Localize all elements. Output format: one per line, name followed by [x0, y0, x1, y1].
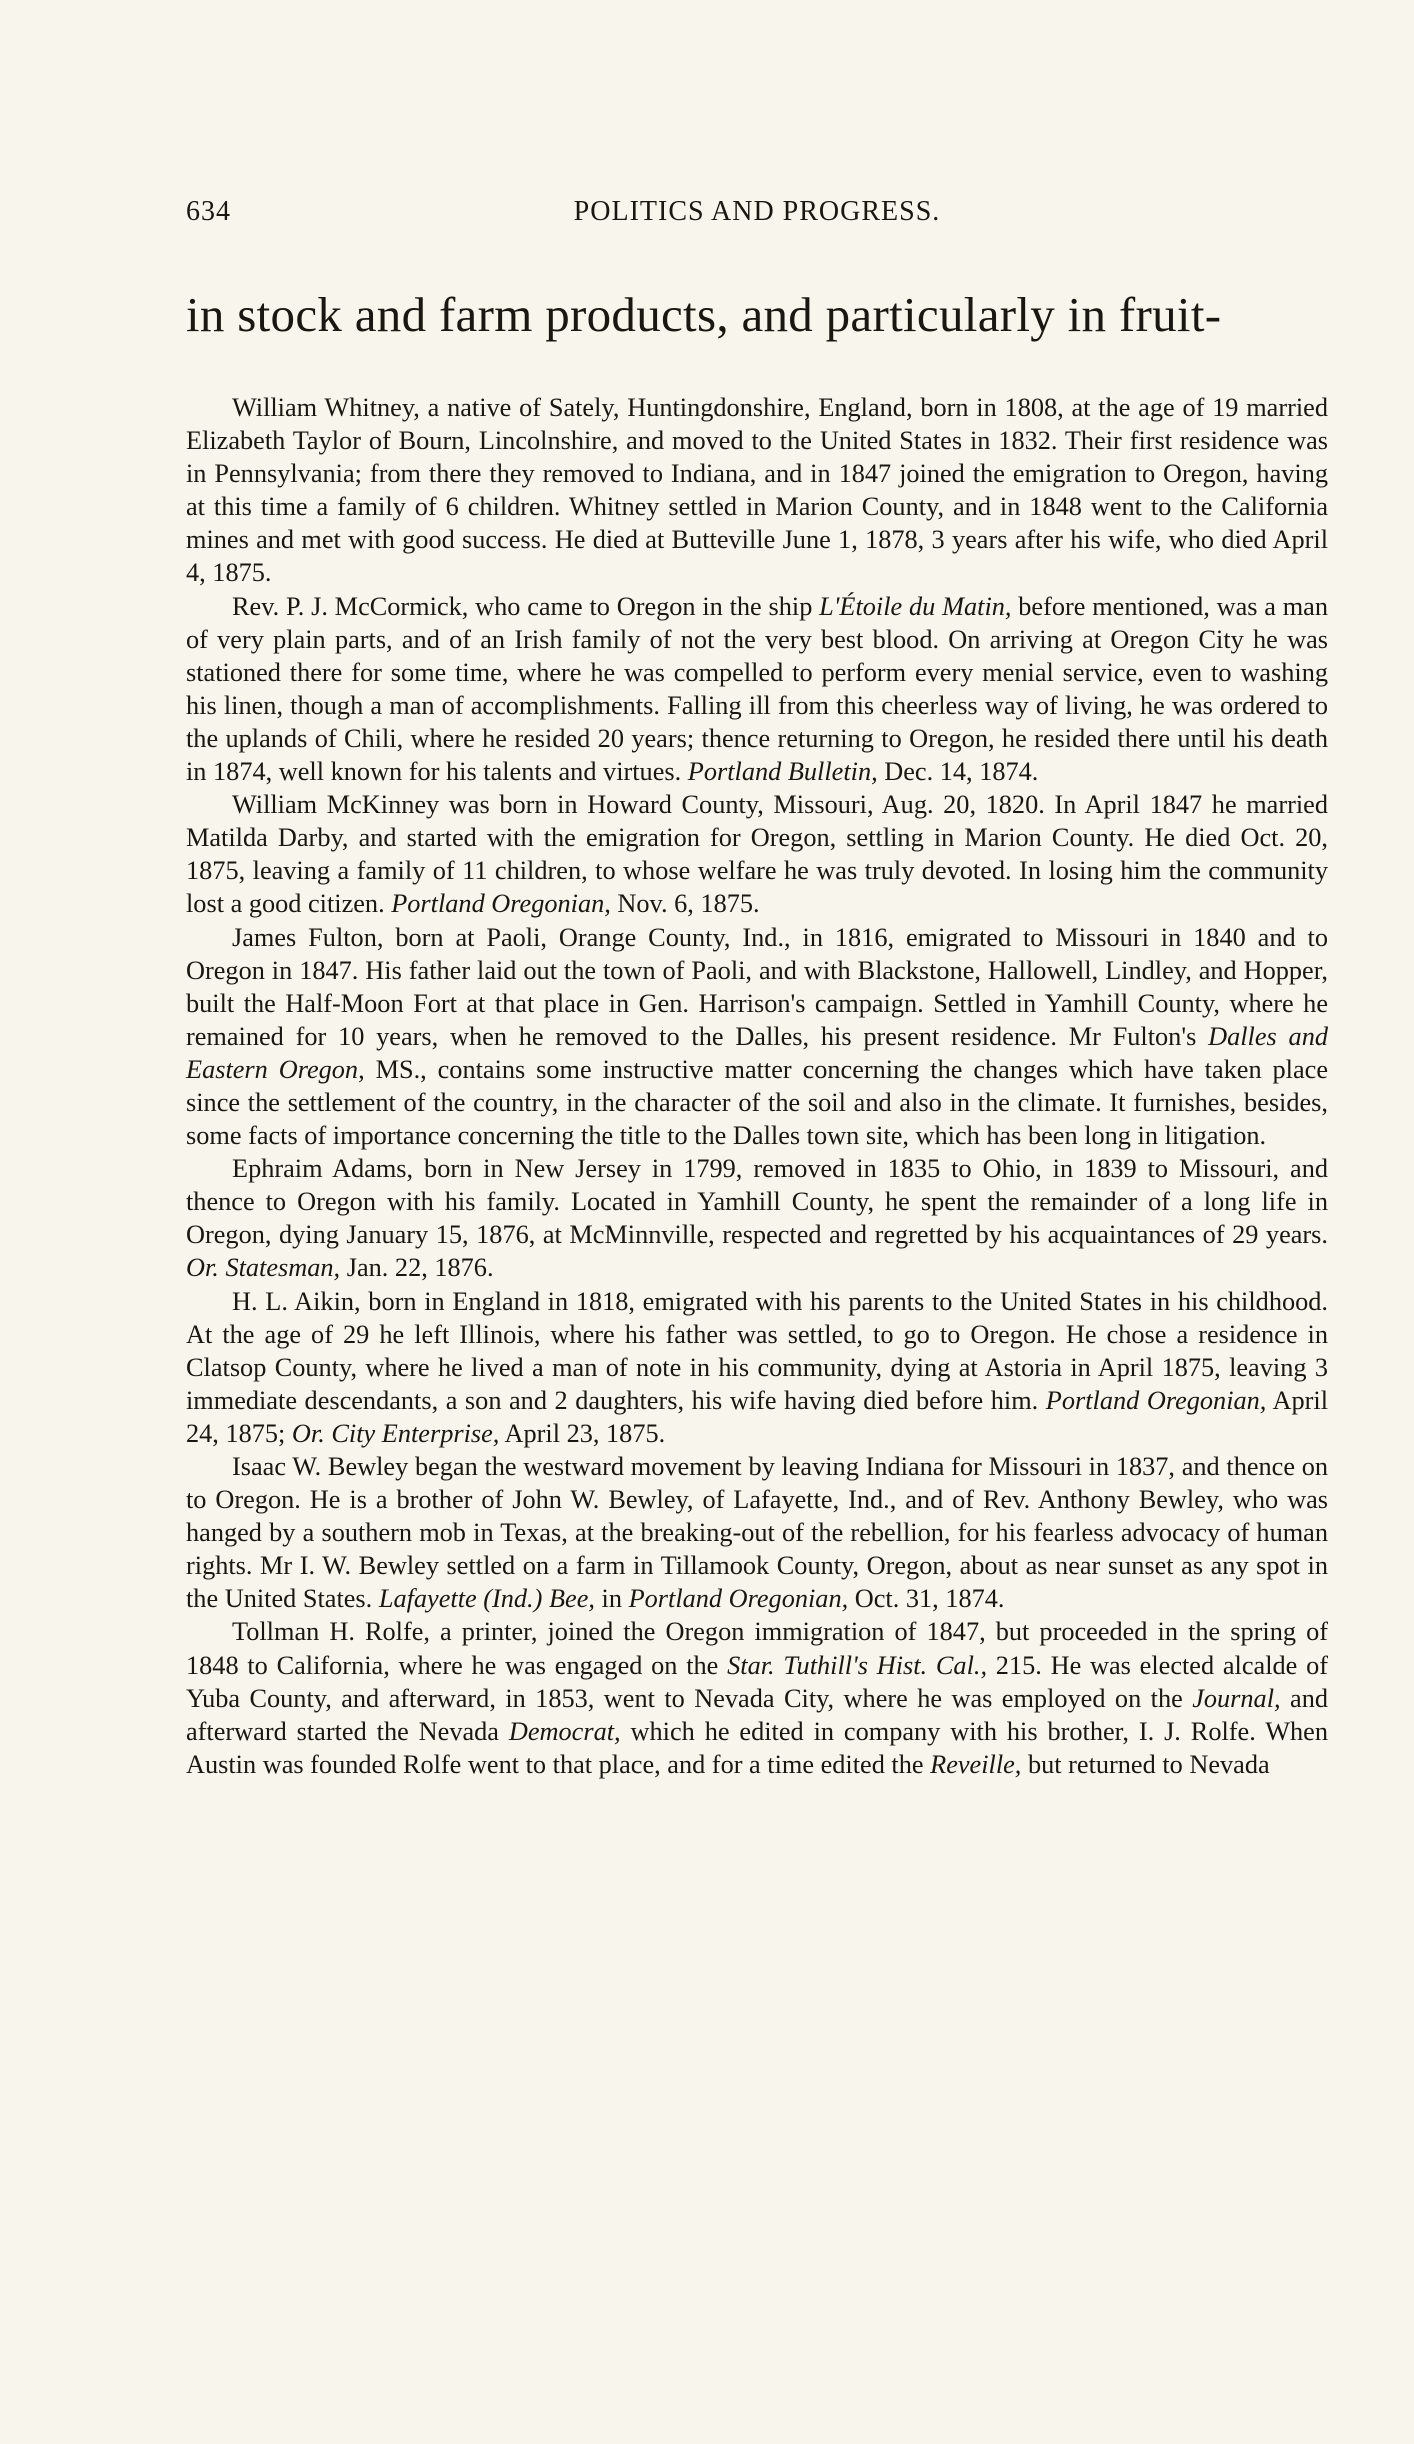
- text-run: William Whitney, a native of Sately, Huntingdonshire, England, born in 1808, at the age of 19 married Elizabeth Taylor of Bourn, Lincolnshire, and moved to the United States in 1832. Their first residence was in Pennsylvania; from there they removed to Indiana, and in 1847 joined the emigration to Oregon, having at this time a family of 6 children. Whitney settled in Marion County, and in 1848 went to the California mines and met with good success. He died at Butteville June 1, 1878, 3 years after his wife, who died April 4, 1875.: [186, 393, 1328, 588]
- italic-citation: Portland Oregonian,: [1045, 1385, 1267, 1415]
- text-run: April 23, 1875.: [499, 1418, 666, 1448]
- running-head: [186, 196, 1328, 236]
- text-run: Nov. 6, 1875.: [610, 889, 760, 919]
- italic-citation: Star. Tuthill's Hist. Cal.,: [727, 1650, 988, 1680]
- page-title: POLITICS AND PROGRESS.: [573, 196, 941, 227]
- body-text: [186, 391, 1328, 1781]
- text-run: MS., contains some instructive matter concerning the changes which have taken place since the settlement of the country, in the character of the soil and also in the climate. It furnishes, besides, some facts of importance concerning the title to the Dalles town site, which has been long in litigation.: [186, 1054, 1328, 1151]
- italic-citation: Portland Oregonian,: [391, 889, 611, 919]
- italic-citation: Reveille,: [930, 1749, 1022, 1779]
- italic-citation: Or. City Enterprise,: [291, 1418, 500, 1448]
- italic-citation: Or. Statesman,: [186, 1253, 341, 1283]
- paragraph: [186, 921, 1328, 1153]
- text-run: Dec. 14, 1874.: [877, 757, 1039, 787]
- text-run: but returned to Nevada: [1021, 1749, 1270, 1779]
- page-number: 634: [186, 196, 231, 227]
- italic-citation: Journal,: [1192, 1683, 1281, 1713]
- paragraph: [186, 590, 1328, 789]
- text-run: Ephraim Adams, born in New Jersey in 1799, removed in 1835 to Ohio, in 1839 to Missouri, and thence to Oregon with his family. Located in Yamhill County, he spent the remainder of a long life in Oregon, dying January 15, 1876, at McMinnville, respected and regretted by his acquaintances of 29 years.: [186, 1154, 1328, 1250]
- paragraph: [186, 391, 1328, 590]
- italic-citation: Lafayette (Ind.) Bee,: [378, 1584, 595, 1614]
- text-run: Oct. 31, 1874.: [848, 1584, 1005, 1614]
- italic-citation: Democrat,: [508, 1716, 621, 1746]
- text-run: and afterward started the Nevada: [186, 1683, 1328, 1746]
- italic-citation: L'Étoile du Matin,: [819, 591, 1012, 621]
- text-run: before mentioned, was a man of very plain parts, and of an Irish family of not the very best blood. On arriving at Oregon City he was stationed there for some time, where he was compelled to perform every menial service, even to washing his linen, though a man of accomplishments. Falling ill from this cheerless way of living, he was ordered to the uplands of Chili, where he resided 20 years; thence returning to Oregon, he resided there until his death in 1874, well known for his talents and virtues.: [186, 591, 1329, 787]
- text-run: Isaac W. Bewley began the westward movement by leaving Indiana for Missouri in 1837, and thence on to Oregon. He is a brother of John W. Bewley, of Lafayette, Ind., and of Rev. Anthony Bewley, who was hanged by a southern mob in Texas, at the breaking-out of the rebellion, for his fearless advocacy of human rights. Mr I. W. Bewley settled on a farm in Tillamook County, Oregon, about as near sunset as any spot in the United States.: [186, 1452, 1328, 1614]
- text-run: 215. He was elected alcalde of Yuba County, and afterward, in 1853, went to Nevada City, where he was employed on the: [186, 1650, 1329, 1713]
- italic-citation: Dalles and Eastern Oregon,: [186, 1021, 1328, 1084]
- italic-citation: Portland Oregonian,: [628, 1584, 849, 1614]
- text-run: William McKinney was born in Howard County, Missouri, Aug. 20, 1820. In April 1847 he married Matilda Darby, and started with the emigration for Oregon, settling in Marion County. He died Oct. 20, 1875, leaving a family of 11 children, to whose welfare he was truly devoted. In losing him the community lost a good citizen.: [186, 790, 1328, 919]
- text-run: Jan. 22, 1876.: [340, 1253, 494, 1283]
- paragraph: [186, 788, 1328, 920]
- text-run: H. L. Aikin, born in England in 1818, emigrated with his parents to the United States in his childhood. At the age of 29 he left Illinois, where his father was settled, to go to Oregon. He chose a residence in Clatsop County, where he lived a man of note in his community, dying at Astoria in April 1875, leaving 3 immediate descendants, a son and 2 daughters, his wife having died before him.: [186, 1286, 1328, 1415]
- headline: in stock and farm products, and particularly in fruit-: [186, 287, 1222, 342]
- text-run: Rev. P. J. McCormick, who came to Oregon in the ship: [232, 591, 820, 621]
- text-run: in: [594, 1584, 629, 1614]
- text-run: which he edited in company with his brother, I. J. Rolfe. When Austin was founded Rolfe went to that place, and for a time edited the: [186, 1716, 1328, 1779]
- book-page: [186, 196, 1328, 1781]
- paragraph: [186, 1285, 1328, 1450]
- italic-citation: Portland Bulletin,: [687, 757, 878, 787]
- text-run: Tollman H. Rolfe, a printer, joined the Oregon immigration of 1847, but proceeded in the spring of 1848 to California, where he was engaged on the: [186, 1617, 1328, 1680]
- text-run: James Fulton, born at Paoli, Orange County, Ind., in 1816, emigrated to Missouri in 1840 and to Oregon in 1847. His father laid out the town of Paoli, and with Blackstone, Hallowell, Lindley, and Hopper, built the Half-Moon Fort at that place in Gen. Harrison's campaign. Settled in Yamhill County, where he remained for 10 years, when he removed to the Dalles, his present residence. Mr Fulton's: [186, 922, 1328, 1051]
- paragraph: [186, 1615, 1328, 1780]
- paragraph: [186, 1450, 1328, 1615]
- text-run: April 24, 1875;: [186, 1385, 1328, 1448]
- paragraph: [186, 1152, 1328, 1284]
